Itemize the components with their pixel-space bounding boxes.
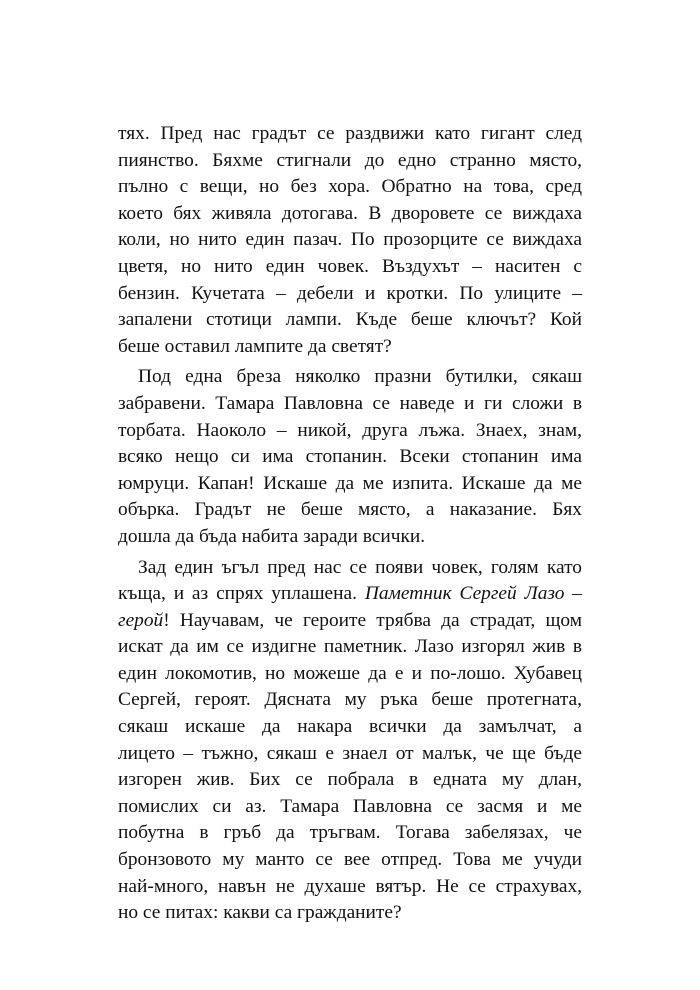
text-line: обърка. Градът не беше място, а наказание. Бях — [118, 499, 582, 521]
text-line — [118, 581, 582, 608]
text-line: цветя, но нито един човек. Въздухът – наситен с — [118, 255, 582, 277]
text-run: ! Научавам, че героите трябва да страдат, щом — [163, 609, 582, 631]
text-line: изгорен жив. Бих се побрала в едната му длан, — [118, 769, 582, 791]
text-line: коли, но нито един пазач. По прозорците се виждаха — [118, 229, 582, 251]
text-line: Сергей, героят. Дясната му ръка беше протегната, — [118, 689, 582, 711]
text-line: пълно с вещи, но без хора. Обратно на това, сред — [118, 176, 582, 198]
paragraph-3 — [118, 555, 582, 927]
text-line: пиянство. Бяхме стигнали до едно странно място, — [118, 149, 582, 171]
text-line: Зад един ъгъл пред нас се появи човек, голям като — [138, 556, 582, 578]
paragraph-2 — [118, 364, 582, 550]
text-line: юмруци. Капан! Искаше да ме изпита. Искаше да ме — [118, 472, 582, 494]
text-line: торбата. Наоколо – никой, друга лъжа. Знаех, знам, — [118, 419, 582, 441]
text-line: най-много, навън не духаше вятър. Не се страхувах, — [118, 875, 582, 897]
text-run: къща, и аз спрях уплашена. — [118, 583, 357, 605]
text-line: но се питах: какви са гражданите? — [118, 902, 402, 924]
text-line: сякаш искаше да накара всички да замълчат, а — [118, 716, 582, 738]
text-line — [118, 608, 582, 635]
text-line: лицето – тъжно, сякаш е знаел от малък, че ще бъде — [118, 742, 582, 764]
text-line: всяко нещо си има стопанин. Всеки стопанин има — [118, 446, 582, 468]
monument-title-end: герой — [118, 609, 164, 631]
text-line: което бях живяла дотогава. В дворовете се виждаха — [118, 202, 582, 224]
text-line: бензин. Кучетата – дебели и кротки. По улиците – — [118, 282, 582, 304]
text-line: искат да им се издигне паметник. Лазо изгорял жив в — [118, 636, 582, 658]
text-line: забравени. Тамара Павловна се наведе и ги сложи в — [118, 392, 582, 414]
text-line: бронзовото му манто се вее отпред. Това ме учуди — [118, 849, 582, 871]
text-line: един локомотив, но можеше да е и по-лошо. Хубавец — [118, 662, 582, 684]
text-line: побутна в гръб да тръгвам. Тогава забелязах, че — [118, 822, 582, 844]
body-text — [118, 121, 582, 927]
text-line: Под една бреза няколко празни бутилки, сякаш — [138, 366, 582, 388]
text-line: дошла да бъда набита заради всички. — [118, 525, 426, 547]
text-line: тях. Пред нас градът се раздвижи като гигант след — [118, 123, 582, 144]
text-line: помислих си аз. Тамара Павловна се засмя и ме — [118, 795, 582, 817]
text-line: беше оставил лампите да светят? — [118, 335, 392, 357]
paragraph-1 — [118, 121, 582, 360]
text-line: запалени стотици лампи. Къде беше ключът? Кой — [118, 309, 582, 331]
monument-title: Паметник Сергей Лазо – — [364, 583, 582, 605]
